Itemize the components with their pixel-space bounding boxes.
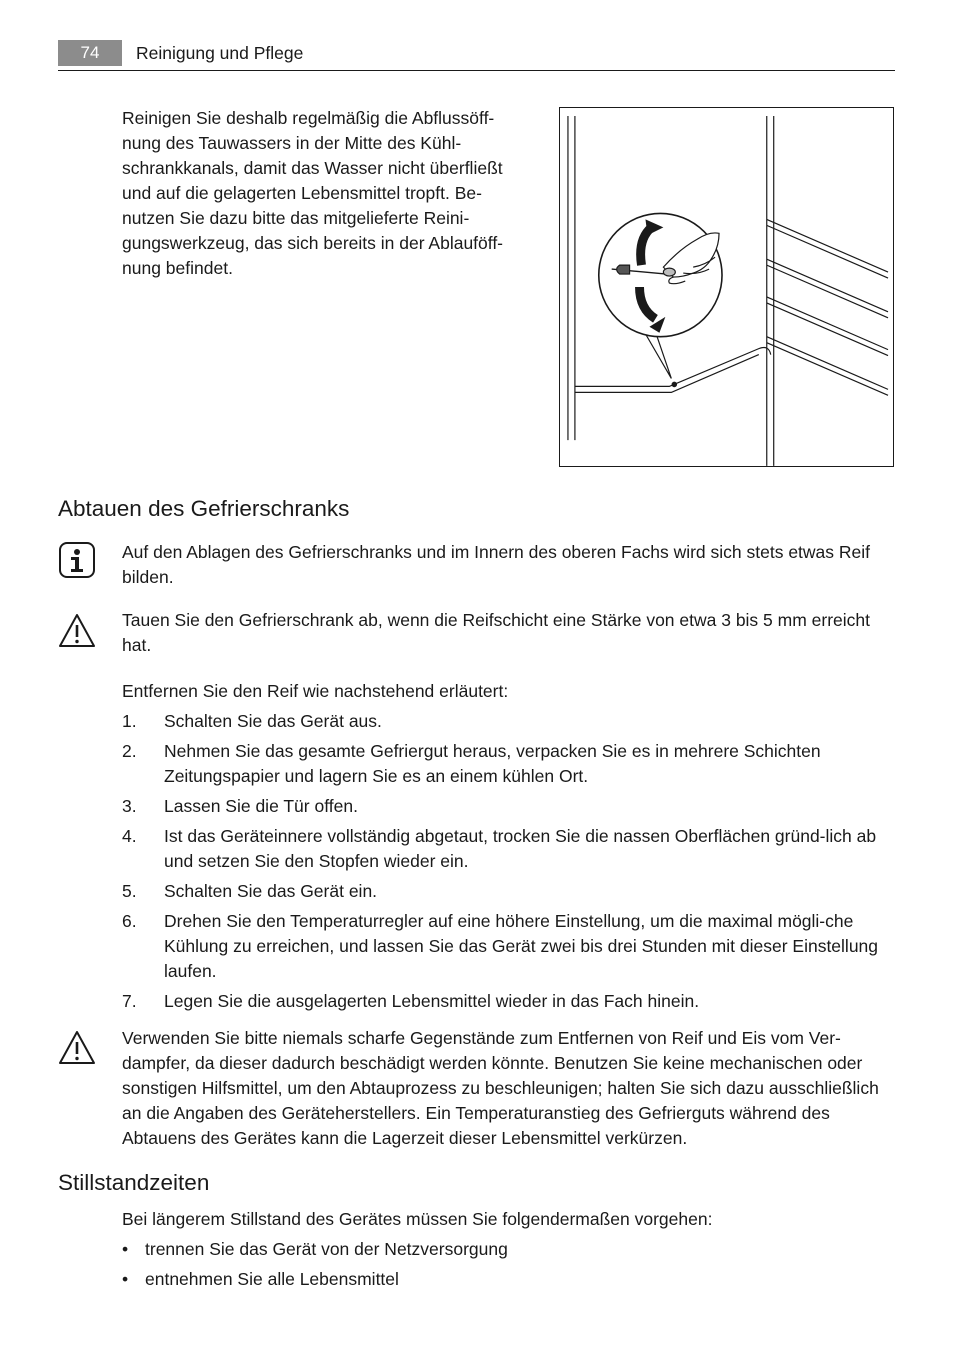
step-text: Nehmen Sie das gesamte Gefriergut heraus, verpacken Sie es in mehrere Schichten Zeitungspapier und lagern Sie es an einem kühlen Ort. — [164, 741, 821, 786]
step-text: Schalten Sie das Gerät aus. — [164, 711, 382, 731]
section-heading-defrost: Abtauen des Gefrierschranks — [58, 496, 350, 521]
list-item — [122, 794, 894, 819]
drain-cleaning-illustration — [559, 107, 894, 467]
standstill-lead-text: Bei längerem Stillstand des Gerätes müssen Sie folgendermaßen vorgehen: — [122, 1209, 713, 1229]
list-item — [122, 739, 894, 789]
list-item — [122, 879, 894, 904]
caution-triangle-icon — [58, 1029, 96, 1067]
warning-triangle-icon — [58, 612, 96, 650]
intro-line: nung des Tauwassers in der Mitte des Kühl- — [122, 133, 462, 153]
list-item — [122, 1237, 894, 1262]
intro-line: nung befindet. — [122, 258, 233, 278]
list-item — [122, 989, 894, 1014]
step-text: Drehen Sie den Temperaturregler auf eine höhere Einstellung, um die maximal mögli-che Kühlung zu erreichen, und lassen Sie das Gerät zwei bis drei Stunden mit dieser Einstellung laufen. — [164, 911, 879, 981]
standstill-bullet-list — [122, 1237, 894, 1297]
steps-lead-text: Entfernen Sie den Reif wie nachstehend erläutert: — [122, 681, 509, 701]
header-rule — [58, 70, 895, 71]
intro-line: nutzen Sie dazu bitte das mitgelieferte Reini- — [122, 208, 470, 228]
step-text: Legen Sie die ausgelagerten Lebensmittel wieder in das Fach hinein. — [164, 991, 700, 1011]
step-number: 7. — [122, 991, 137, 1011]
step-number: 3. — [122, 796, 137, 816]
caution-note-text: Verwenden Sie bitte niemals scharfe Gegenstände zum Entfernen von Reif und Eis vom Ver-dampfer, da dieser dadurch beschädigt werden könnte. Benutzen Sie keine mechanischen oder sonstigen Hilfsmittel, um den Abtauprozess zu beschleunigen; halten Sie sich dazu ausschließlich an die Angaben des Geräteherstellers. Ein Temperaturanstieg des Gefrierguts während des Abtauens des Gerätes kann die Lagerzeit dieser Lebensmittel verkürzen. — [122, 1028, 879, 1148]
intro-line: schrankkanals, damit das Wasser nicht überfließt — [122, 158, 503, 178]
step-text: Schalten Sie das Gerät ein. — [164, 881, 378, 901]
section-heading-standstill: Stillstandzeiten — [58, 1170, 210, 1195]
intro-line: und auf die gelagerten Lebensmittel tropft. Be- — [122, 183, 482, 203]
step-text: Lassen Sie die Tür offen. — [164, 796, 358, 816]
step-text: Ist das Geräteinnere vollständig abgetaut, trocken Sie die nassen Oberflächen gründ-lich ab und setzen Sie den Stopfen wieder ein. — [164, 826, 877, 871]
defrost-steps-list — [122, 709, 894, 1019]
intro-line: gungswerkzeug, das sich bereits in der Ablauföff- — [122, 233, 504, 253]
bullet-text: trennen Sie das Gerät von der Netzversorgung — [145, 1239, 508, 1259]
info-note-text: Auf den Ablagen des Gefrierschranks und im Innern des oberen Fachs wird sich stets etwas Reif bilden. — [122, 542, 871, 587]
list-item — [122, 709, 894, 734]
header-title: Reinigung und Pflege — [136, 43, 304, 63]
intro-line: Reinigen Sie deshalb regelmäßig die Abflussöff- — [122, 108, 495, 128]
list-item — [122, 1267, 894, 1292]
bullet-text: entnehmen Sie alle Lebensmittel — [145, 1269, 399, 1289]
list-item — [122, 909, 894, 984]
warning-note-text: Tauen Sie den Gefrierschrank ab, wenn die Reifschicht eine Stärke von etwa 3 bis 5 mm erreicht hat. — [122, 610, 871, 655]
bullet-dot: • — [122, 1269, 129, 1289]
info-icon — [58, 541, 96, 579]
step-number: 1. — [122, 711, 137, 731]
list-item — [122, 824, 894, 874]
bullet-dot: • — [122, 1239, 129, 1259]
step-number: 5. — [122, 881, 137, 901]
step-number: 6. — [122, 911, 137, 931]
page-number: 74 — [58, 40, 122, 66]
step-number: 2. — [122, 741, 137, 761]
intro-paragraph — [122, 106, 542, 281]
step-number: 4. — [122, 826, 137, 846]
